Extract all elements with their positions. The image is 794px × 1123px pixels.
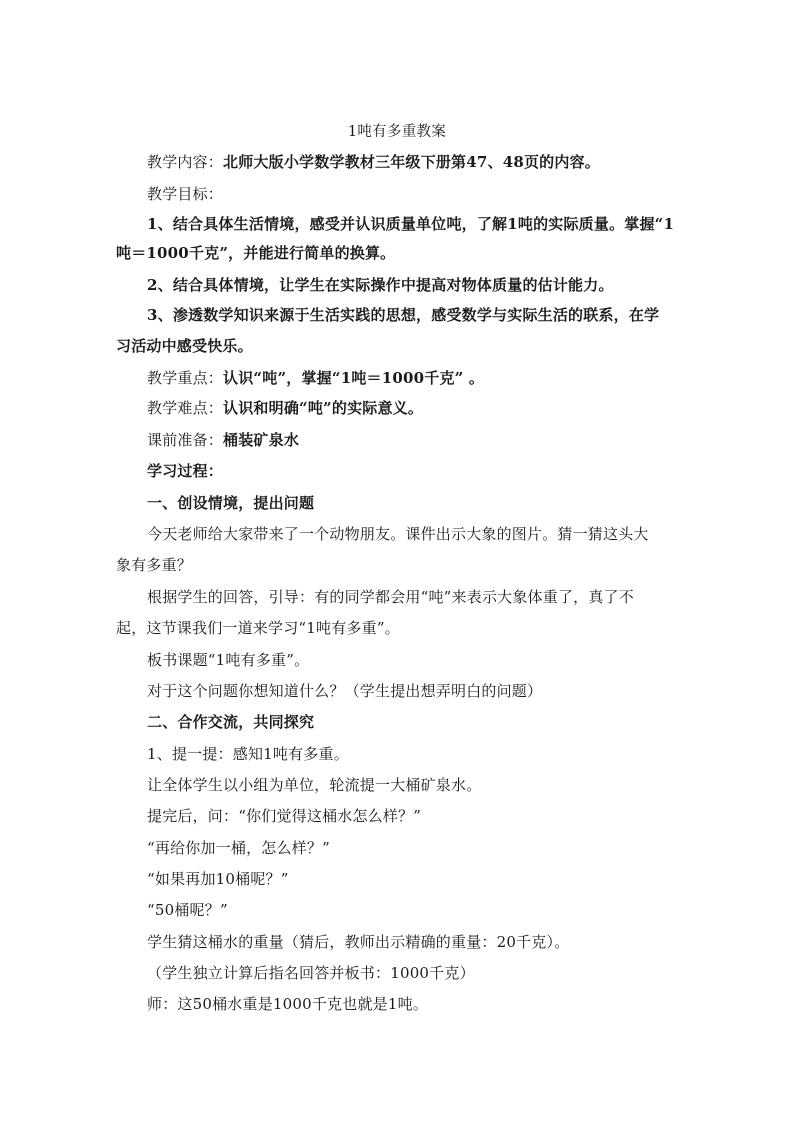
key-point-label: 教学重点： (147, 369, 224, 387)
section-2-item-4: “再给你加一桶，怎么样？” (147, 839, 330, 857)
section-1-paragraph-2-line-1: 根据学生的回答，引导：有的同学都会用“吨”来表示大象体重了，真了不 (147, 588, 634, 606)
section-2-item-2: 让全体学生以小组为单位，轮流提一大桶矿泉水。 (147, 776, 482, 794)
section-1-paragraph-3: 板书课题“1吨有多重”。 (147, 651, 310, 669)
goal-1-line-1: 1、结合具体生活情境，感受并认识质量单位吨，了解1吨的实际质量。掌握“1 (147, 215, 675, 233)
preparation-label: 课前准备： (147, 431, 224, 449)
teaching-content-line (147, 152, 600, 172)
document-title: 1吨有多重教案 (347, 124, 447, 140)
section-1-paragraph-1-line-2: 象有多重？ (116, 556, 193, 574)
section-1-paragraph-2-line-2: 起，这节课我们一道来学习“1吨有多重”。 (116, 619, 400, 637)
section-2-item-8: （学生独立计算后指名回答并板书：1000千克） (147, 964, 475, 982)
teaching-content-label: 教学内容： (147, 153, 224, 171)
section-1-paragraph-4: 对于这个问题你想知道什么？（学生提出想弄明白的问题） (147, 682, 543, 700)
key-point-text: 认识“吨”，掌握“1吨＝1000千克” 。 (223, 369, 485, 387)
goal-3-line-2: 习活动中感受快乐。 (116, 337, 253, 355)
learning-process-heading: 学习过程： (147, 462, 224, 480)
teaching-content-text: 北师大版小学数学教材三年级下册第47、48页的内容。 (223, 153, 600, 171)
difficulty-line (147, 398, 423, 418)
difficulty-label: 教学难点： (147, 399, 224, 417)
section-2-item-3: 提完后，问：“你们觉得这桶水怎么样？” (147, 807, 422, 825)
section-1-paragraph-1-line-1: 今天老师给大家带来了一个动物朋友。课件出示大象的图片。猜一猜这头大 (147, 525, 649, 543)
section-2-item-1: 1、提一提：感知1吨有多重。 (147, 745, 349, 763)
key-point-line (147, 368, 484, 388)
preparation-text: 桶装矿泉水 (223, 431, 300, 449)
section-1-heading: 一、创设情境，提出问题 (147, 494, 315, 512)
section-2-item-7: 学生猜这桶水的重量（猜后，教师出示精确的重量：20千克）。 (147, 933, 570, 951)
section-2-item-5: “如果再加10桶呢？” (147, 870, 289, 888)
goal-1-line-2: 吨＝1000千克”，并能进行简单的换算。 (116, 244, 396, 262)
section-2-item-6: “50桶呢？” (147, 901, 228, 919)
goal-3-line-1: 3、渗透数学知识来源于生活实践的思想，感受数学与实际生活的联系，在学 (147, 306, 660, 324)
section-2-item-9: 师：这50桶水重是1000千克也就是1吨。 (147, 995, 429, 1013)
difficulty-text: 认识和明确“吨”的实际意义。 (223, 399, 424, 417)
preparation-line (147, 430, 299, 450)
goal-2: 2、结合具体情境，让学生在实际操作中提高对物体质量的估计能力。 (147, 276, 614, 294)
section-2-heading: 二、合作交流，共同探究 (147, 713, 315, 731)
teaching-goals-heading: 教学目标： (147, 185, 224, 203)
